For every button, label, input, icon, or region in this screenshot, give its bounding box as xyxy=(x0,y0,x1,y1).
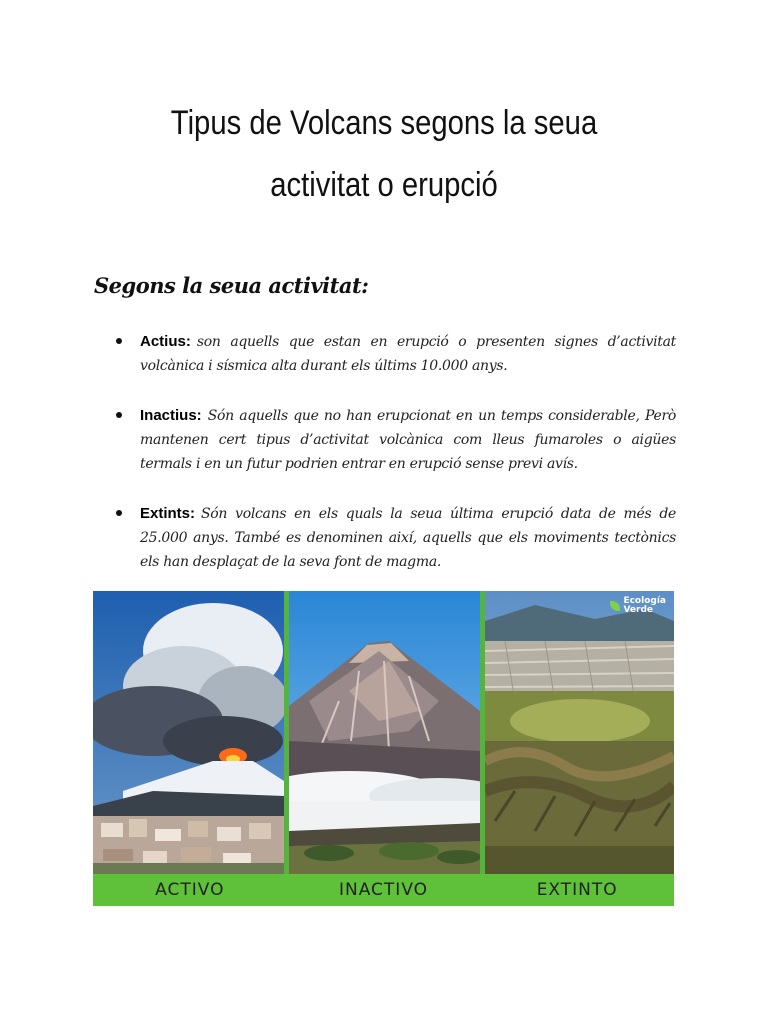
desc-extints: Són volcans en els quals la seua última erupció data de més de 25.000 anys. També es denominen així, aquells que els moviments tectònics els han desplaçat de la seva font de magma. xyxy=(140,506,676,570)
watermark-line-1: Ecología xyxy=(623,596,666,606)
bullet-icon xyxy=(116,338,122,344)
active-volcano-image xyxy=(93,591,284,874)
desc-actius: son aquells que estan en erupció o presenten signes d’activitat volcànica i sísmica alta durant els últims 10.000 anys. xyxy=(140,334,676,374)
section-heading: Segons la seua activitat: xyxy=(94,273,369,298)
title-line-1: Tipus de Volcans segons la seua xyxy=(170,104,598,142)
volcano-types-figure xyxy=(93,591,674,906)
title-line-2: activitat o erupció xyxy=(270,166,498,204)
bullet-icon xyxy=(116,412,122,418)
label-extinto: EXTINTO xyxy=(536,880,618,900)
volcano-type-list xyxy=(114,330,676,600)
label-activo: ACTIVO xyxy=(155,880,225,900)
extinct-volcano-image xyxy=(485,591,674,874)
term-actius: Actius: xyxy=(140,333,191,350)
term-extints: Extints: xyxy=(140,505,196,522)
figure-label-bar xyxy=(93,874,674,906)
bullet-icon xyxy=(116,510,122,516)
list-item-inactius xyxy=(114,404,676,476)
inactive-volcano-image xyxy=(289,591,480,874)
desc-inactius: Són aquells que no han erupcionat en un temps considerable, Però mantenen cert tipus d’activitat volcànica com lleus fumaroles o aigües termals i en un futur podrien entrar en erupció sense previ avís. xyxy=(140,408,676,472)
list-item-actius xyxy=(114,330,676,378)
term-inactius: Inactius: xyxy=(140,407,202,424)
ecologia-verde-watermark xyxy=(610,597,666,615)
label-inactivo: INACTIVO xyxy=(338,880,429,900)
page-title xyxy=(126,92,642,216)
leaf-icon xyxy=(610,601,620,611)
watermark-line-2: Verde xyxy=(623,605,654,615)
list-item-extints xyxy=(114,502,676,574)
